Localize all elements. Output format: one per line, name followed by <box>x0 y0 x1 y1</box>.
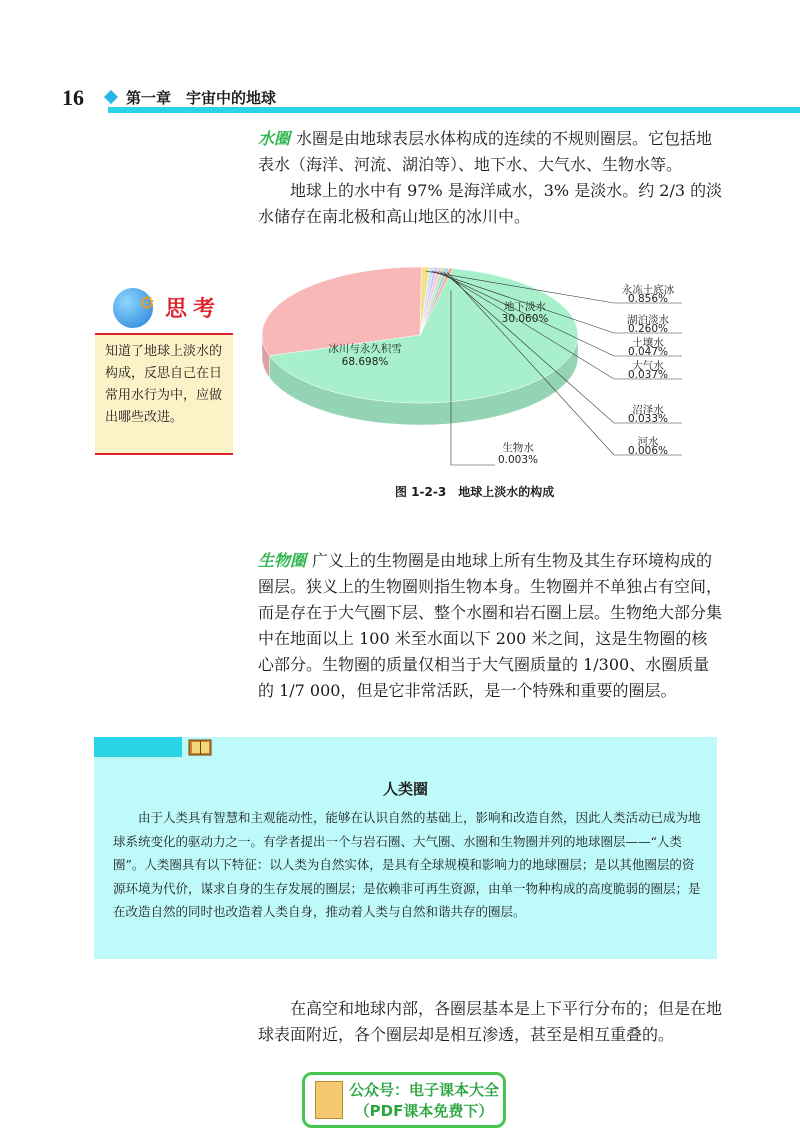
hydrosphere-text-1: 水圈是由地球表层水体构成的连续的不规则圈层。它包括地表水（海洋、河流、湖泊等）、地下水、大气水、生物水等。 <box>258 129 713 174</box>
figure-caption: 图 1-2-3 地球上淡水的构成 <box>395 485 555 499</box>
slice-value-3: 0.260% <box>627 323 669 335</box>
reading-box-tab <box>94 737 182 757</box>
biosphere-keyword: 生物圈 <box>258 551 307 570</box>
slice-value-6: 0.033% <box>627 413 669 425</box>
reading-box-text <box>113 806 703 924</box>
biosphere-text: 广义上的生物圈是由地球上所有生物及其生存环境构成的圈层。狭义上的生物圈则指生物本身。生物圈并不单独占有空间，而是存在于大气圈下层、整个水圈和岩石圈上层。生物绝大部分集中在地面以上 100 米至水面以下 200 米之间，这是生物圈的核心部分。生物圈的质量仅相当于大气圈质量的 1/300、水圈质量的 1/7 000，但是它非常活跃，是一个特殊和重要的圈层。 <box>258 551 723 700</box>
hydrosphere-text-2: 地球上的水中有 97% 是海洋咸水，3% 是淡水。约 2/3 的淡水储存在南北极和高山地区的冰川中。 <box>258 181 723 226</box>
slice-value-4: 0.047% <box>627 346 669 358</box>
watermark-banner <box>302 1072 506 1128</box>
banner-line-1: 公众号：电子课本大全 <box>349 1081 500 1099</box>
slice-name-0: 冰川与永久积雪 <box>328 343 402 355</box>
slice-value-2: 0.856% <box>627 293 669 305</box>
think-box <box>95 283 233 451</box>
think-body <box>95 333 233 455</box>
slice-value-1: 30.060% <box>501 313 549 325</box>
diamond-bullet-icon <box>104 90 118 104</box>
slice-value-5: 0.037% <box>627 369 669 381</box>
banner-line-2: （PDF课本免费下） <box>354 1102 494 1120</box>
reading-box-title: 人类圈 <box>382 780 428 798</box>
slice-value-0: 68.698% <box>341 356 389 368</box>
closing-text: 在高空和地球内部，各圈层基本是上下平行分布的；但是在地球表面附近，各个圈层却是相互渗透，甚至是相互重叠的。 <box>258 999 723 1044</box>
hydrosphere-keyword: 水圈 <box>258 129 291 148</box>
anthroposphere-text: 由于人类具有智慧和主观能动性，能够在认识自然的基础上，影响和改造自然，因此人类活动已成为地球系统变化的驱动力之一。有学者提出一个与岩石圈、大气圈、水圈和生物圈并列的地球圈层——“人类圈”。人类圈具有以下特征：以人类为自然实体，是具有全球规模和影响力的地球圈层；是以其他圈层的资源环境为代价，谋求自身的生存发展的圈层；是依赖非可再生资源，由单一物种构成的高度脆弱的圈层；是在改造自然的同时也改造着人类自身，推动着人类与自然和谐共存的圈层。 <box>113 810 701 919</box>
think-text: 知道了地球上淡水的构成，反思自己在日常用水行为中，应做出哪些改进。 <box>105 344 223 425</box>
slice-name-5: 大气水 <box>632 360 664 372</box>
slice-value-7: 0.006% <box>627 445 669 457</box>
biosphere-section <box>258 548 723 704</box>
hydrosphere-section <box>258 126 723 230</box>
gear-icon: ⚙ <box>139 293 156 314</box>
think-header <box>95 283 233 333</box>
slice-name-2: 永冻土底冰 <box>621 284 675 296</box>
slice-name-7: 河水 <box>637 436 659 448</box>
book-icon <box>188 737 214 757</box>
pie-top-group <box>262 267 578 403</box>
slice-name-3: 湖泊淡水 <box>627 314 669 326</box>
book-stack-icon <box>315 1081 343 1119</box>
closing-section <box>258 996 723 1048</box>
page-number: 16 <box>62 85 84 110</box>
slice-name-4: 土壤水 <box>632 337 664 349</box>
header-rule <box>108 107 800 113</box>
think-title: 思考 <box>165 297 222 322</box>
chapter-title: 第一章 宇宙中的地球 <box>126 89 277 107</box>
slice-name-1: 地下淡水 <box>504 301 546 313</box>
slice-value-8: 0.003% <box>497 454 539 466</box>
slice-name-6: 沼泽水 <box>632 404 664 416</box>
freshwater-pie-chart <box>255 255 695 480</box>
slice-name-8: 生物水 <box>502 442 534 454</box>
